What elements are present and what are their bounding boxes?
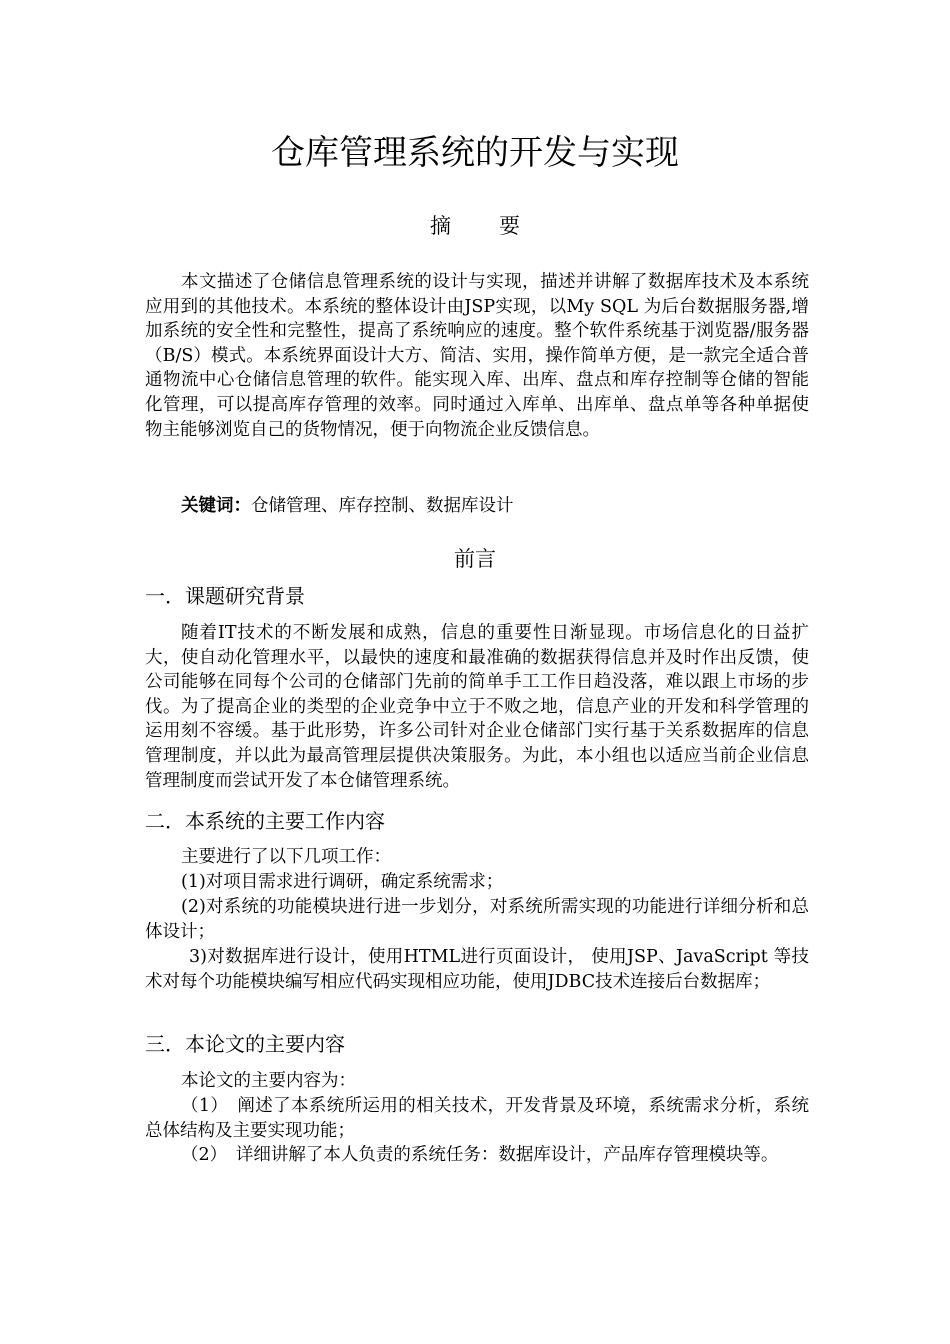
content-item-1: （1） 阐述了本系统所运用的相关技术，开发背景及环境，系统需求分析，系统总体结构及主要实现功能； <box>145 1096 809 1141</box>
page-title: 仓库管理系统的开发与实现 <box>271 133 679 173</box>
abstract-body: 本文描述了仓储信息管理系统的设计与实现，描述并讲解了数据库技术及本系统应用到的其他技术。本系统的整体设计由JSP实现，以My SQL 为后台数据服务器,增加系统的安全性和完整性，提高了系统响应的速度。整个软件系统基于浏览器/服务器（B/S）模式。本系统界面设计大方、简洁、实用，操作简单方便，是一款完全适合普通物流中心仓储信息管理的软件。能实现入库、出库、盘点和库存控制等仓储的智能化管理，可以提高库存管理的效率。同时通过入库单、出库单、盘点单等各种单据使物主能够浏览自己的货物情况，便于向物流企业反馈信息。 <box>145 272 809 440</box>
keywords-value: 仓储管理、库存控制、数据库设计 <box>251 496 514 516</box>
content-intro: 本论文的主要内容为： <box>181 1071 356 1091</box>
section-heading-background: 一．课题研究背景 <box>145 584 305 608</box>
work-item-2: (2)对系统的功能模块进行进一步划分，对系统所需实现的功能进行详细分析和总体设计； <box>145 897 809 942</box>
section-heading-work: 二．本系统的主要工作内容 <box>145 809 385 833</box>
work-item-1: (1)对项目需求进行调研，确定系统需求； <box>181 872 504 892</box>
work-intro: 主要进行了以下几项工作： <box>181 847 391 867</box>
keywords-line <box>181 493 514 519</box>
keywords-label: 关键词： <box>181 496 251 516</box>
abstract-heading: 摘要 <box>430 214 568 238</box>
section-heading-content: 三．本论文的主要内容 <box>145 1032 345 1056</box>
preface-heading: 前言 <box>454 547 496 571</box>
content-item-2: （2） 详细讲解了本人负责的系统任务：数据库设计，产品库存管理模块等。 <box>181 1145 779 1165</box>
work-item-3: 3)对数据库进行设计，使用HTML进行页面设计， 使用JSP、JavaScript 等技术对每个功能模块编写相应代码实现相应功能，使用JDBC技术连接后台数据库； <box>145 947 809 992</box>
section-background-body: 随着IT技术的不断发展和成熟，信息的重要性日渐显现。市场信息化的日益扩大，使自动化管理水平，以最快的速度和最准确的数据获得信息并及时作出反馈，使公司能够在同每个公司的仓储部门先前的简单手工工作日趋没落，难以跟上市场的步伐。为了提高企业的类型的企业竞争中立于不败之地，信息产业的开发和科学管理的运用刻不容缓。基于此形势，许多公司针对企业仓储部门实行基于关系数据库的信息管理制度，并以此为最高管理层提供决策服务。为此，本小组也以适应当前企业信息管理制度而尝试开发了本仓储管理系统。 <box>145 623 809 791</box>
